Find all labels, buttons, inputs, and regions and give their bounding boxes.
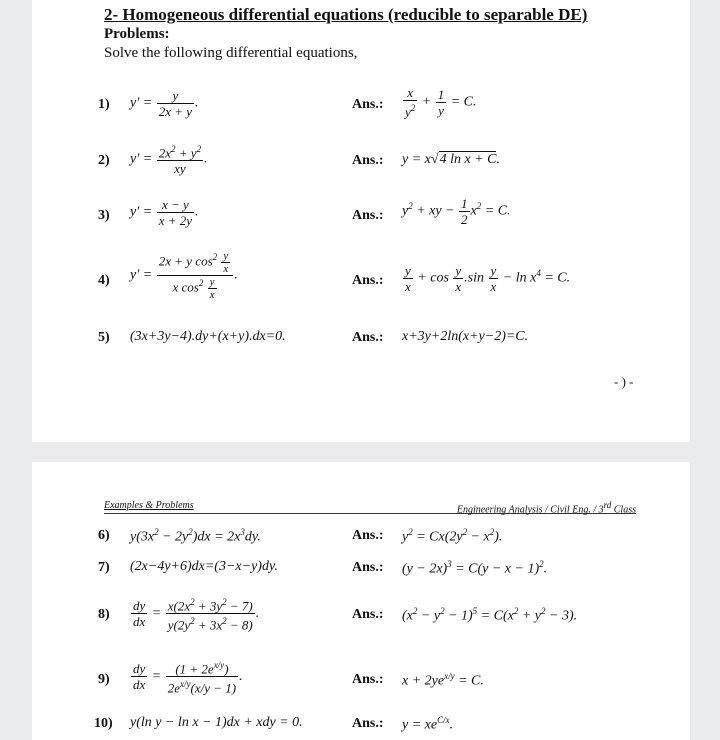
problem-1-equation: y′ = $\frac{y}{2x + y}$ .: [130, 88, 199, 119]
problems-heading: Problems:: [104, 26, 170, 42]
problem-number-9: 9): [98, 672, 110, 687]
problem-number-2: 2): [98, 153, 110, 168]
problem-number-6: 6): [98, 528, 110, 543]
problem-number-7: 7): [98, 560, 110, 575]
answer-6: $y^2 = Cx(2y^2 - x^2)$.: [402, 527, 503, 545]
page-two: [32, 462, 690, 740]
problem-number-5: 5): [98, 330, 110, 345]
page-one: [32, 0, 690, 442]
problem-9-equation: $\frac{dy}{dx}$ = $\frac{(1 + 2e^{x/y})}{2e^{x/y}(x/y - 1)}$ .: [133, 660, 243, 696]
answer-4: $\frac{y}{x}$ + cos $\frac{y}{x}$ .sin $\frac{y}{x}$ − $\ln x^4 = C$.: [405, 263, 571, 294]
answer-1: $\frac{x}{y^2}$ + $\frac{1}{y}$ = C.: [405, 85, 477, 120]
answer-9: $x + 2ye^{x/y} = C$.: [402, 671, 484, 689]
problem-3-equation: y′ = $\frac{x - y}{x + 2y}$ .: [130, 197, 199, 228]
problem-6-equation: $y(3x^2 - 2y^2)dx = 2x^3dy$.: [130, 527, 261, 545]
answer-3: $y^2$ + xy − $\frac{1}{2}$ $x^2 = C$.: [402, 196, 511, 227]
answer-label-10: Ans.:: [352, 716, 384, 731]
answer-10: $y = xe^{C/x}$.: [402, 715, 454, 733]
problem-number-10: 10): [94, 716, 113, 731]
answer-7: $(y - 2x)^3 = C(y - x - 1)^2$.: [402, 559, 548, 577]
answer-8: $(x^2 - y^2 - 1)^5 = C(x^2 + y^2 - 3)$.: [402, 606, 578, 624]
instructions-text: Solve the following differential equations,: [104, 45, 358, 61]
problem-number-8: 8): [98, 607, 110, 622]
problem-2-equation: y′ = $\frac{2x^2 + y^2}{xy}$ .: [130, 144, 208, 177]
problem-10-equation: y(ln y − ln x − 1)dx + xdy = 0.: [130, 715, 303, 730]
answer-label-8: Ans.:: [352, 607, 384, 622]
page-number-mark: - ) -: [614, 374, 634, 389]
answer-label-7: Ans.:: [352, 560, 384, 575]
problem-number-4: 4): [98, 273, 110, 288]
problem-4-equation: y′ = 2x + y $\cos^2$ $\frac{y}{x}$ x $\cos^2$ $\frac{y}{x}$ .: [130, 250, 238, 301]
answer-label-6: Ans.:: [352, 528, 384, 543]
running-header-right: Engineering Analysis / Civil Eng. / 3rd Class: [456, 500, 636, 516]
problem-8-equation: $\frac{dy}{dx}$ = $\frac{x(2x^2 + 3y^2 - 7)}{y(2y^2 + 3x^2 - 8)}$ .: [133, 597, 260, 633]
answer-label-9: Ans.:: [352, 672, 384, 687]
answer-label-3: Ans.:: [352, 208, 384, 223]
problem-number-1: 1): [98, 97, 110, 112]
answer-5: x+3y+2ln(x+y−2)=C.: [402, 329, 529, 344]
problem-5-equation: (3x+3y−4).dy+(x+y).dx=0.: [130, 329, 286, 344]
answer-label-4: Ans.:: [352, 273, 384, 288]
header-rule: [104, 513, 636, 514]
answer-2: y = x√4 ln x + C.: [402, 152, 500, 167]
problem-7-equation: (2x−4y+6)dx=(3−x−y)dy.: [130, 559, 278, 574]
answer-label-1: Ans.:: [352, 97, 384, 112]
running-header-left: Examples & Problems: [104, 500, 194, 511]
section-title: 2- Homogeneous differential equations (reducible to separable DE): [104, 5, 588, 24]
answer-label-2: Ans.:: [352, 153, 384, 168]
problem-number-3: 3): [98, 208, 110, 223]
answer-label-5: Ans.:: [352, 330, 384, 345]
